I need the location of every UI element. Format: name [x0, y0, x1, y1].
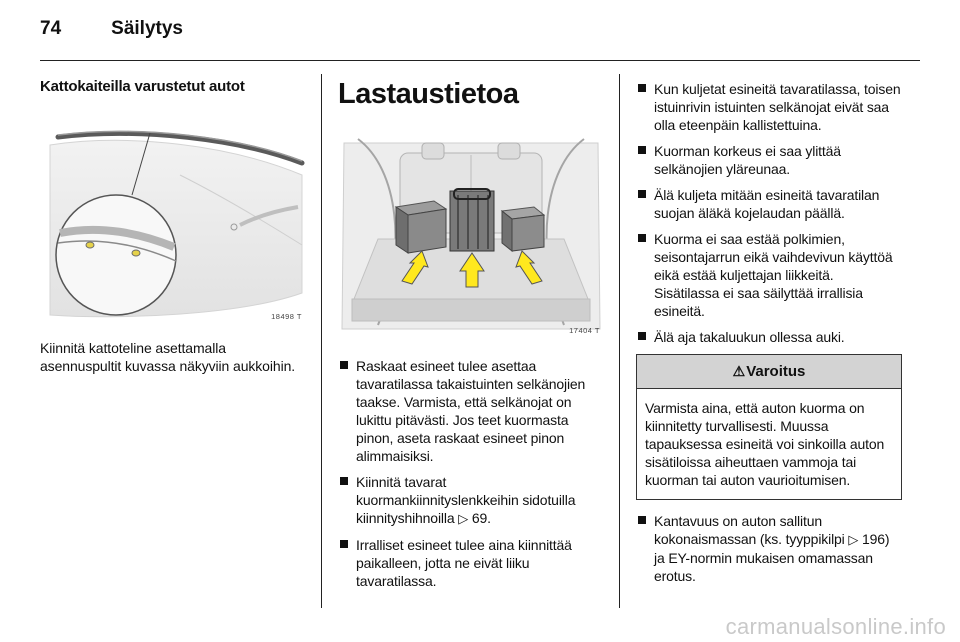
list-item: Raskaat esineet tulee asettaa tavaratilassa takaistuinten selkänojien taakse. Varmista, että selkänojat on lukittu pitävästi. Jos teet kuormasta pinon, aseta raskaat esineet pinon alimmaisiksi. — [338, 357, 604, 465]
square-bullet-icon — [340, 540, 348, 548]
page-reference-link[interactable]: 69. — [471, 510, 491, 526]
list-item: Älä kuljeta mitään esineitä tavaratilan suojan äläkä kojelaudan päällä. — [636, 186, 902, 222]
figure-code: 18498 T — [271, 312, 302, 321]
warning-triangle-icon: ⚠ — [732, 363, 746, 379]
list-item: Kuorma ei saa estää polkimien, seisontajarrun eikä vaihdevivun käyttöä eikä estää kuljettajan liikkeitä. Sisätilassa ei saa säilyttää irrallisia esineitä. — [636, 230, 902, 320]
page-reference-link[interactable]: 196) — [862, 531, 890, 547]
square-bullet-icon — [638, 146, 646, 154]
column-1 — [40, 78, 306, 375]
figure-code: 17404 T — [569, 326, 600, 335]
watermark: carmanualsonline.info — [725, 614, 946, 639]
loading-bullet-list — [338, 357, 604, 590]
square-bullet-icon — [638, 190, 646, 198]
section-heading-loading-info: Lastaustietoa — [338, 78, 519, 110]
square-bullet-icon — [340, 477, 348, 485]
list-item: Kun kuljetat esineitä tavaratilassa, toisen istuinrivin istuinten selkänojat eivät saa olla eteenpäin kallistettuina. — [636, 80, 902, 134]
chapter-title: Säilytys — [111, 18, 183, 39]
roof-rail-illustration — [40, 115, 306, 323]
section-heading-roof-rails: Kattokaiteilla varustetut autot — [40, 78, 245, 95]
list-item: Kantavuus on auton sallitun kokonaismassan (ks. tyyppikilpi ▷ 196) ja EY-normin mukaisen omamassan erotus. — [636, 512, 902, 585]
loading-bullet-list-continued — [636, 80, 902, 346]
warning-text: Varmista aina, että auton kuorma on kiinnitetty turvallisesti. Muussa tapauksessa esineitä voi sinkoilla auton sisätiloissa aiheuttaen vammoja tai kuorman tai auton vaurioitumisen. — [645, 400, 885, 488]
page-reference-icon: ▷ — [458, 511, 469, 526]
roof-rail-figure — [40, 115, 306, 323]
page-reference-icon: ▷ — [848, 532, 859, 547]
cargo-figure — [338, 129, 604, 337]
page-header — [40, 18, 183, 40]
list-item: Kuorman korkeus ei saa ylittää selkänojien yläreunaa. — [636, 142, 902, 178]
square-bullet-icon — [638, 332, 646, 340]
payload-bullet-list — [636, 512, 902, 585]
square-bullet-icon — [638, 234, 646, 242]
square-bullet-icon — [638, 516, 646, 524]
list-item: Kiinnitä tavarat kuormankiinnityslenkkeihin sidotuilla kiinnityshihnoilla ▷ 69. — [338, 473, 604, 528]
cargo-illustration — [338, 129, 604, 337]
list-item: Älä aja takaluukun ollessa auki. — [636, 328, 902, 346]
roof-rack-caption: Kiinnitä kattoteline asettamalla asennuspultit kuvassa näkyviin aukkoihin. — [40, 340, 296, 374]
column-3 — [636, 78, 902, 593]
header-rule — [40, 60, 920, 61]
page-number: 74 — [40, 18, 62, 39]
warning-box — [636, 354, 902, 500]
warning-header — [637, 355, 901, 389]
column-divider-2 — [619, 74, 620, 608]
column-divider-1 — [321, 74, 322, 608]
warning-title: Varoitus — [746, 363, 806, 380]
column-2 — [338, 78, 604, 598]
square-bullet-icon — [638, 84, 646, 92]
square-bullet-icon — [340, 361, 348, 369]
list-item: Irralliset esineet tulee aina kiinnittää paikalleen, jotta ne eivät liiku tavaratilassa. — [338, 536, 604, 590]
